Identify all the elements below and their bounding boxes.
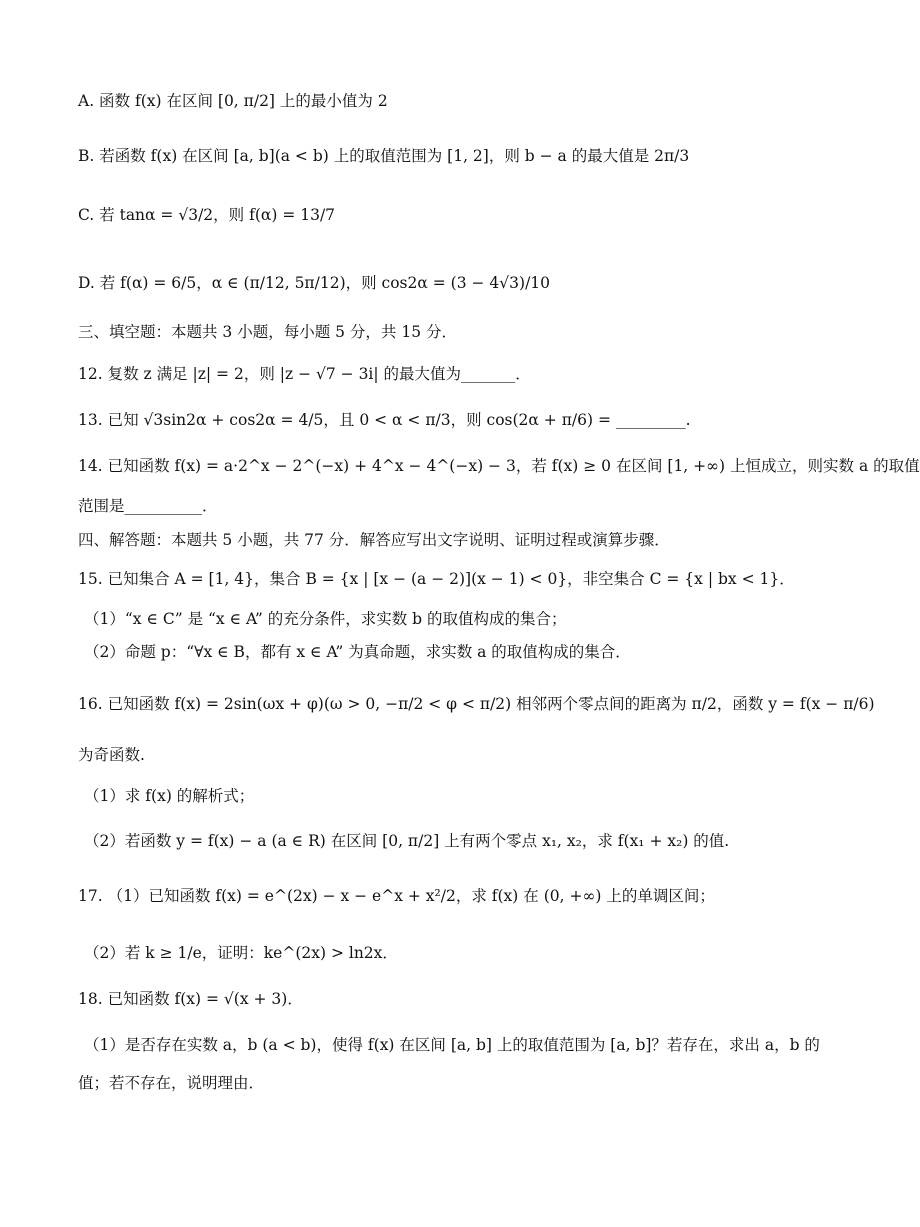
question-15-part-2: （2）命题 p：“∀x ∈ B，都有 x ∈ A” 为真命题，求实数 a 的取值构成的集合．	[84, 643, 631, 661]
question-15-part-1: （1）“x ∈ C” 是 “x ∈ A” 的充分条件，求实数 b 的取值构成的集合；	[84, 610, 567, 628]
section-answers: 四、解答题：本题共 5 小题，共 77 分．解答应写出文字说明、证明过程或演算步骤．	[78, 531, 670, 549]
question-16-part-2: （2）若函数 y = f(x) − a (a ∈ R) 在区间 [0, π/2] 上有两个零点 x₁, x₂，求 f(x₁ + x₂) 的值.	[84, 832, 730, 850]
question-16-cont: 为奇函数.	[78, 746, 145, 764]
question-15: 15. 已知集合 A = [1, 4}，集合 B = {x | [x − (a − 2)](x − 1) < 0}，非空集合 C = {x | bx < 1}．	[78, 570, 795, 588]
question-12: 12. 复数 z 满足 |z| = 2，则 |z − √7 − 3i| 的最大值为_______．	[78, 365, 531, 383]
question-17-part-2: （2）若 k ≥ 1/e，证明：ke^(2x) > ln2x．	[84, 944, 398, 962]
question-14-cont: 范围是__________．	[78, 497, 218, 515]
section-fill-in-blank: 三、填空题：本题共 3 小题，每小题 5 分，共 15 分．	[78, 323, 458, 341]
question-18-part-1: （1）是否存在实数 a，b (a < b)，使得 f(x) 在区间 [a, b] 上的取值范围为 [a, b]？若存在，求出 a，b 的	[84, 1036, 820, 1054]
option-a: A. 函数 f(x) 在区间 [0, π/2] 上的最小值为 2	[78, 92, 388, 110]
question-16: 16. 已知函数 f(x) = 2sin(ωx + φ)(ω > 0, −π/2 < φ < π/2) 相邻两个零点间的距离为 π/2，函数 y = f(x − π/6)	[78, 695, 875, 713]
question-17-part-1: 17. （1）已知函数 f(x) = e^(2x) − x − e^x + x²/2，求 f(x) 在 (0, +∞) 上的单调区间；	[78, 887, 715, 905]
option-d: D. 若 f(α) = 6/5，α ∈ (π/12, 5π/12)，则 cos2α = (3 − 4√3)/10	[78, 274, 551, 292]
question-13: 13. 已知 √3sin2α + cos2α = 4/5，且 0 < α < π/3，则 cos(2α + π/6) = _________.	[78, 411, 691, 429]
question-16-part-1: （1）求 f(x) 的解析式；	[84, 787, 255, 805]
option-c: C. 若 tanα = √3/2，则 f(α) = 13/7	[78, 206, 336, 224]
option-b: B. 若函数 f(x) 在区间 [a, b](a < b) 上的取值范围为 [1, 2]，则 b − a 的最大值是 2π/3	[78, 147, 690, 165]
question-18: 18. 已知函数 f(x) = √(x + 3)．	[78, 990, 303, 1008]
question-18-part-1-cont: 值；若不存在，说明理由．	[78, 1074, 265, 1092]
question-14: 14. 已知函数 f(x) = a·2^x − 2^(−x) + 4^x − 4^(−x) − 3，若 f(x) ≥ 0 在区间 [1, +∞) 上恒成立，则实数 a 的取值	[78, 457, 920, 475]
